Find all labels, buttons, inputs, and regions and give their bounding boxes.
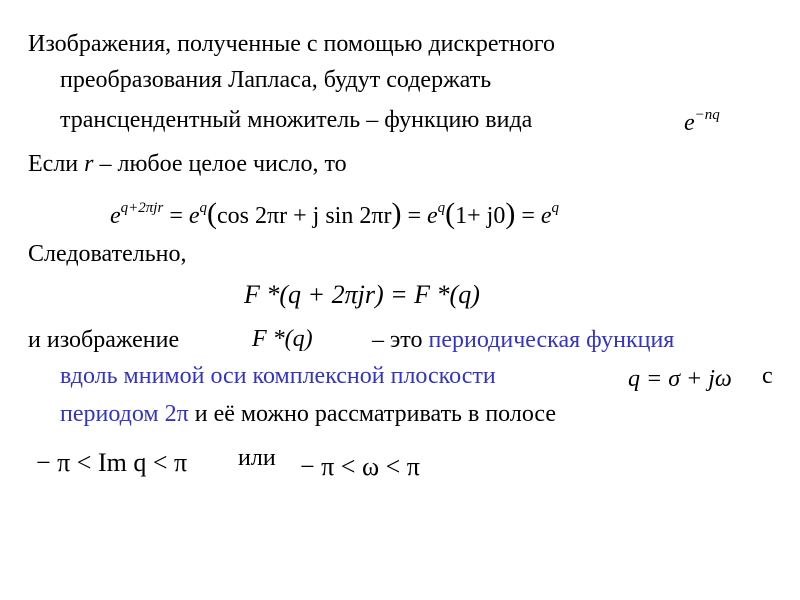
text-line-7-content: вдоль мнимой оси комплексной плоскости [60,363,496,389]
formula-F-periodic [244,280,480,310]
text-line-5-content: Следовательно, [28,241,187,267]
formula-main-paren2-open: ( [445,197,456,230]
formula-main-e4: e [540,203,552,229]
text-line-7 [60,362,496,390]
formula-Fq-content: F *(q) [252,326,313,352]
formula-main-e4-exp: q [551,200,560,216]
text-line-3-content: трансцендентный множитель – функцию вида [60,107,533,133]
formula-main-paren-open: ( [207,197,218,230]
text-line-7-tail [762,362,773,390]
formula-q-content: q = σ + jω [628,366,732,392]
formula-omega-strip [300,452,420,482]
text-line-9-or-content: или [238,445,276,471]
formula-main-lhs-exp: q+2πjr [120,200,164,216]
formula-main-eq1: = [163,203,189,229]
formula-main-cos: cos 2πr + j sin 2πr [217,203,392,229]
text-line-8-b: и её можно рассматривать в полосе [188,401,557,427]
text-line-4-a: Если [28,151,85,177]
text-line-6a [28,326,179,354]
formula-Fq [252,326,313,353]
formula-im-content: − π < Im q < π [36,448,188,477]
text-line-5 [28,240,186,268]
formula-main-e3-exp: q [437,200,446,216]
text-line-1-content: Изображения, полученные с помощью дискретного [28,31,556,57]
formula-exp-exponent: −nq [694,107,720,123]
formula-main-paren2-close: ) [505,197,516,230]
text-line-4-r: r [84,151,94,177]
formula-main-e2: e [188,203,200,229]
formula-main-eq3: = [515,203,541,229]
formula-main-lhs-base: e [110,203,121,229]
text-line-3 [60,106,532,134]
formula-im-strip [36,448,187,478]
formula-q-sigma-omega [628,366,732,393]
formula-exp-nq [684,107,720,137]
formula-main-eq2: = [401,203,427,229]
text-line-9-or [238,444,276,472]
formula-F-periodic-content: F *(q + 2πjr) = F *(q) [244,280,480,309]
formula-exp-base: e [684,110,695,136]
text-line-4 [28,150,347,178]
text-line-8-blue: периодом 2π [60,401,189,427]
text-line-8 [60,400,556,428]
formula-main [110,197,560,233]
text-line-2-content: преобразования Лапласа, будут содержать [60,67,492,93]
text-line-6b [372,326,674,354]
text-line-6a-content: и изображение [28,327,180,353]
text-line-1 [28,30,555,58]
formula-main-one: 1+ j0 [455,203,506,229]
text-line-4-b: – любое целое число, то [93,151,347,177]
formula-main-e3: e [426,203,438,229]
text-line-7-tail-content: с [762,363,773,389]
formula-main-paren-close: ) [391,197,402,230]
formula-main-e2-exp: q [199,200,208,216]
text-line-2 [60,66,491,94]
text-line-6b-content: – это [372,327,429,353]
text-line-6-blue: периодическая функция [428,327,675,353]
formula-omega-content: − π < ω < π [300,452,420,481]
